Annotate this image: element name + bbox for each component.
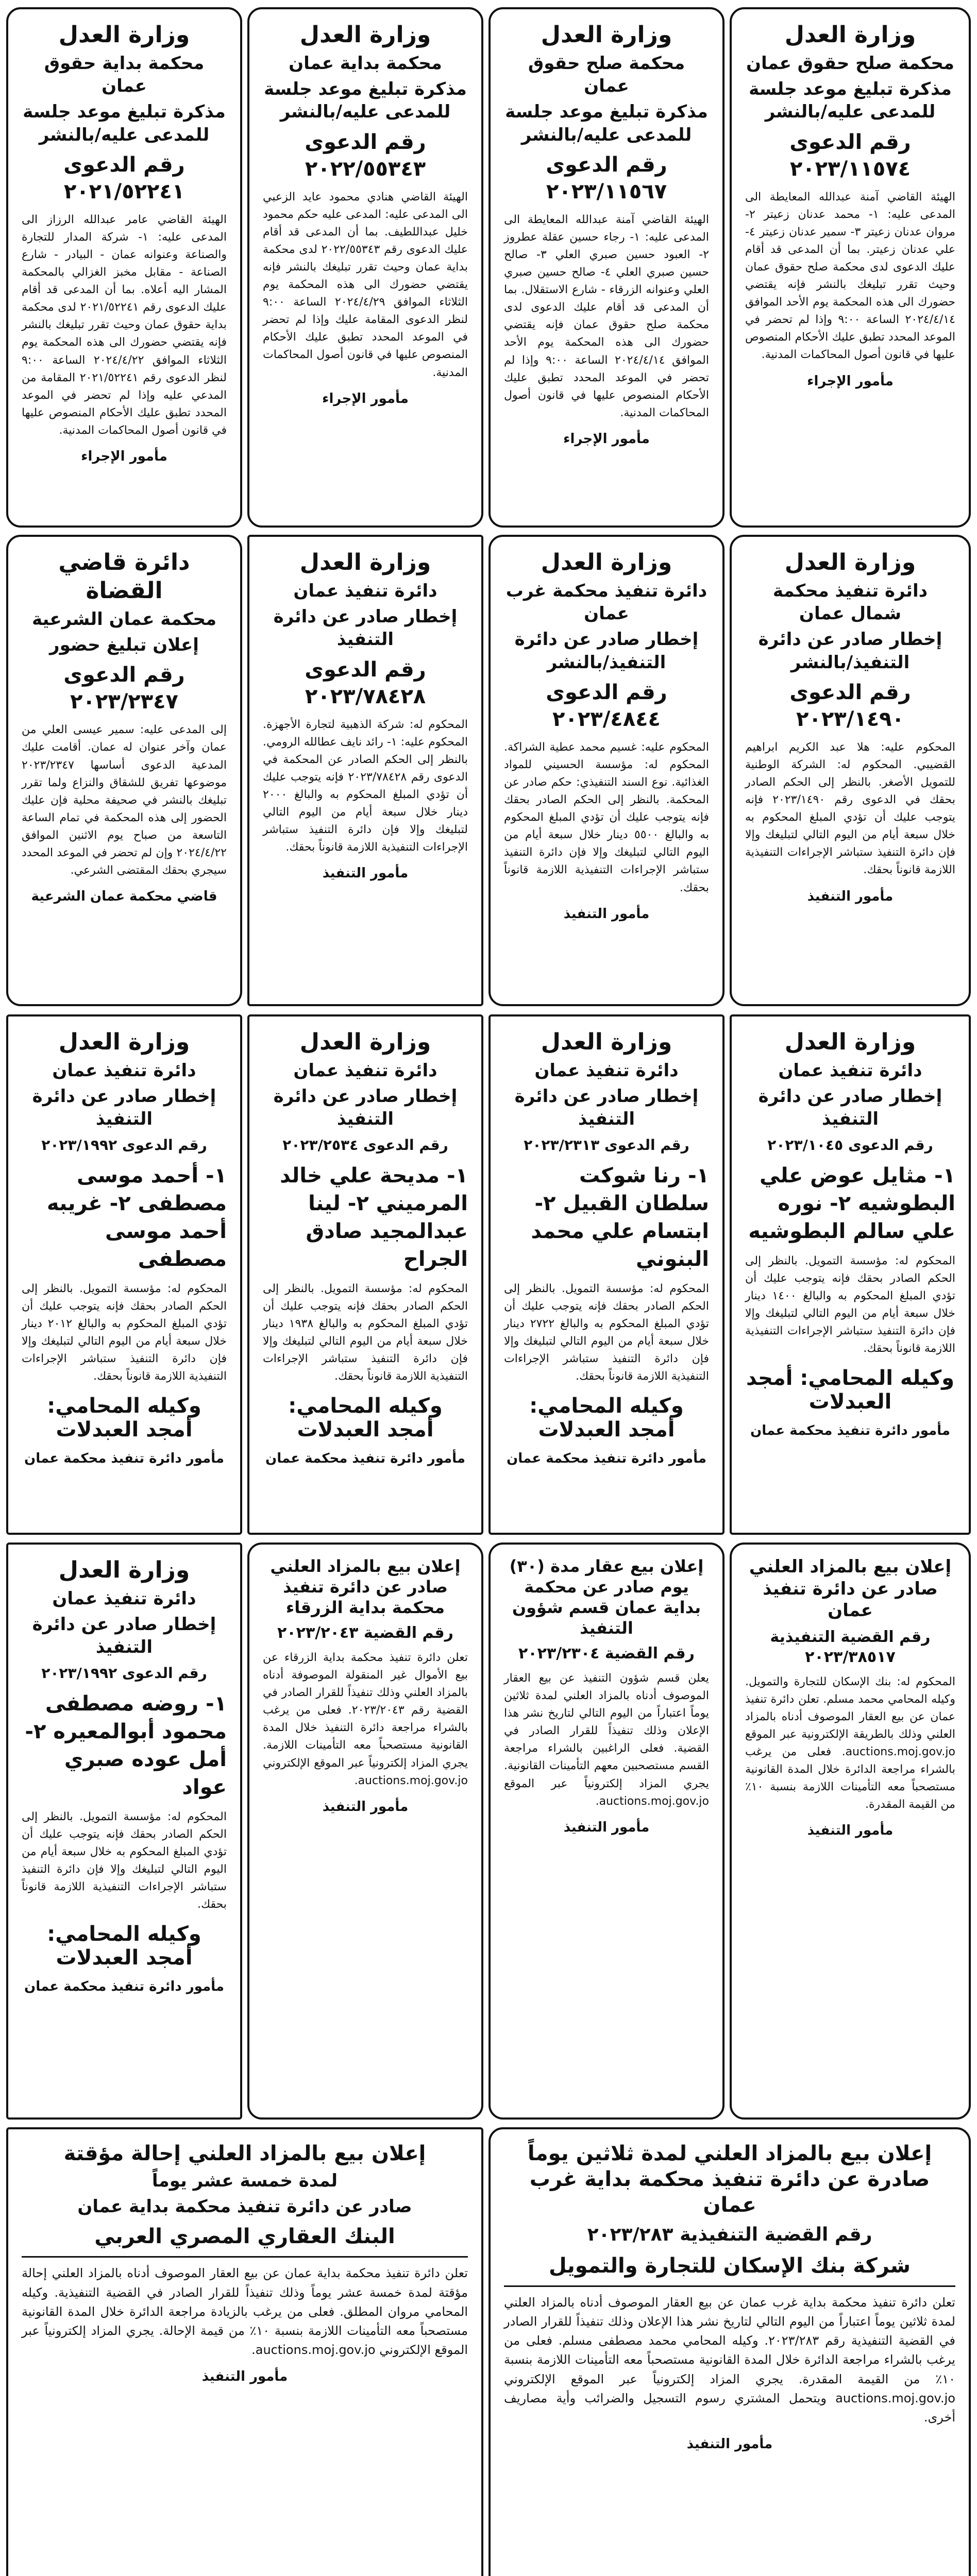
notice-court: محكمة صلح حقوق عمان <box>528 53 685 97</box>
notice-head: وزارة العدل <box>541 22 672 48</box>
notice-r1-c3 <box>247 7 483 528</box>
notice-body: الهيئة القاضي هنادي محمود عايد الزعبي الى المدعى عليه: المدعى عليه حكم محمود خليل عبداللطيف. بما أن المدعى قد أقام عليك الدعوى رقم ٢٠٢٢/٥٥٣٤٣ لدى محكمة بداية عمان وحيث تقرر تبليغك بالنشر فإنه يقتضي حضورك الى هذه المحكمة يوم الثلاثاء الموافق ٢٠٢٤/٤/٢٩ الساعة ٩:٠٠ لنظر الدعوى المقامة عليك وإذا لم تحضر في الموعد المحدد تطبق عليك الأحكام المنصوص عليها في قانون أصول المحاكمات المدنية. <box>263 190 468 379</box>
notice-signature: مأمور التنفيذ <box>563 906 650 922</box>
notice-r3-c1 <box>730 1014 971 1535</box>
notice-court: محكمة بداية عمان <box>289 53 442 74</box>
notice-case-no: رقم القضية التنفيذية ٢٠٢٣/٢٨٣ <box>587 2224 872 2245</box>
notice-body: الهيئة القاضي آمنة عبدالله المعايطة الى المدعى عليه: ١- محمد عدنان زعيتر ٢- مروان عدنان زعيتر ٣- سمير عدنان زعيتر ٤- علي عدنان زعيتر. بما أن المدعى قد أقام عليك الدعوى لدى محكمة صلح حقوق عمان وحيث تقرر تبليغك بالنشر فإنه يقتضي حضورك الى هذه المحكمة يوم الأحد الموافق ٢٠٢٤/٤/١٤ الساعة ٩:٠٠ وإذا لم تحضر في الموعد المحدد تطبق عليك الأحكام المنصوص عليها في قانون أصول المحاكمات المدنية. <box>745 190 955 362</box>
notice-body: يعلن قسم شؤون التنفيذ عن بيع العقار الموصوف أدناه بالمزاد العلني لمدة ثلاثين يوماً اعتباراً من اليوم التالي لتاريخ نشر هذا الإعلان وذلك تنفيذاً للقرار الصادر في القضية. فعلى الراغبين بالشراء مراجعة القسم مستصحبين معهم التأمينات القانونية. يجري المزاد إلكترونياً عبر الموقع auctions.moj.gov.jo. <box>504 1672 709 1808</box>
notice-signature: مأمور دائرة تنفيذ محكمة عمان <box>507 1450 706 1466</box>
notice-type: إخطار صادر عن دائرة التنفيذ <box>32 1086 216 1130</box>
notice-head: وزارة العدل <box>784 1029 916 1055</box>
notice-case-no: رقم الدعوى ٢٠٢٣/١٩٩٢ <box>41 1136 207 1154</box>
notice-head: إعلان بيع عقار مدة (٣٠) يوم صادر عن محكمة بداية عمان قسم شؤون التنفيذ <box>509 1556 704 1638</box>
notice-court: دائرة تنفيذ عمان <box>293 581 437 601</box>
notice-case-no: رقم الدعوى ٢٠٢٣/١٠٤٥ <box>767 1136 933 1154</box>
notice-head: وزارة العدل <box>541 549 672 575</box>
notice-signature: مأمور التنفيذ <box>807 1823 894 1839</box>
notice-type: إخطار صادر عن دائرة التنفيذ <box>32 1614 216 1658</box>
notice-type: مذكرة تبليغ موعد جلسة للمدعى عليه/بالنشر <box>264 79 467 123</box>
notice-case-no: رقم الدعوى ٢٠٢٣/٢٥٣٤ <box>282 1136 448 1154</box>
notice-head: وزارة العدل <box>541 1029 672 1055</box>
notice-r2-c2 <box>488 535 725 1006</box>
debtor-names: ١- رنا شوكت سلطان القبيل ٢- ابتسام علي محمد البنوني <box>531 1163 709 1271</box>
notice-r4-c2 <box>488 1543 725 2120</box>
notice-case-no: رقم القضية ٢٠٢٣/٢٣٠٤ <box>518 1645 695 1663</box>
notice-body: المحكوم له: بنك الإسكان للتجارة والتمويل. وكيله المحامي محمد مسلم. تعلن دائرة تنفيذ عمان عن بيع العقار الموصوف أدناه بالمزاد العلني وذلك بالطريقة الإلكترونية عبر الموقع auctions.moj.gov.jo. فعلى من يرغب بالشراء مراجعة الدائرة خلال المدة القانونية مستصحباً معه التأمينات اللازمة بنسبة ١٠٪ من القيمة المقدرة. <box>745 1675 955 1811</box>
lawyer-name: وكيله المحامي: أمجد العبدلات <box>529 1394 684 1442</box>
notice-head: إعلان بيع بالمزاد العلني إحالة مؤقتة <box>63 2142 426 2165</box>
notice-court: دائرة تنفيذ عمان <box>52 1588 196 1609</box>
notice-signature: مأمور الإجراء <box>81 448 167 464</box>
notice-case-no: رقم الدعوى ٢٠٢٣/١٩٩٢ <box>41 1664 207 1682</box>
debtor-names: ١- مديحة علي خالد المرميني ٢- لينا عبدالمجيد صادق الجراح <box>280 1163 468 1271</box>
notice-case-no: رقم الدعوى ٢٠٢٣/١١٥٦٧ <box>546 152 667 204</box>
notice-signature: مأمور التنفيذ <box>322 1799 409 1815</box>
notice-type: إخطار صادر عن دائرة التنفيذ <box>273 1086 458 1130</box>
notice-r2-c1 <box>730 535 971 1006</box>
notice-head: وزارة العدل <box>58 1029 190 1055</box>
debtor-names: ١- روضه مصطفى محمود أبوالمعيره ٢- أمل عوده صبري عواد <box>25 1691 227 1799</box>
notice-type: إخطار صادر عن دائرة التنفيذ <box>514 1086 699 1130</box>
notice-body: المحكوم له: مؤسسة التمويل. بالنظر إلى الحكم الصادر بحقك فإنه يتوجب عليك أن تؤدي المبلغ المحكوم به والبالغ ١٩٣٨ دينار خلال سبعة أيام من اليوم التالي لتبليغك وإلا فإن دائرة التنفيذ ستباشر الإجراءات التنفيذية اللازمة قانوناً بحقك. <box>263 1282 468 1383</box>
notice-body: المحكوم له: مؤسسة التمويل. بالنظر إلى الحكم الصادر بحقك فإنه يتوجب عليك أن تؤدي المبلغ المحكوم به خلال سبعة أيام من اليوم التالي لتبليغك وإلا فإن دائرة التنفيذ ستباشر الإجراءات التنفيذية اللازمة قانوناً بحقك. <box>22 1810 227 1911</box>
newspaper-page <box>6 7 971 2576</box>
lawyer-name: وكيله المحامي: أمجد العبدلات <box>288 1394 443 1442</box>
notice-court: دائرة تنفيذ عمان <box>52 1060 196 1081</box>
notice-r1-c2 <box>488 7 725 528</box>
notice-body: إلى المدعى عليه: سمير عيسى العلي من عمان وآخر عنوان له عمان. أقامت عليك المدعية الدعوى أساسها ٢٠٢٣/٢٣٤٧ موضوعها تفريق للشقاق والنزاع ولما تقرر تبليغك بالنشر في صحيفة محلية فإن عليك الحضور إلى هذه المحكمة في تمام الساعة التاسعة من صباح يوم الاثنين الموافق ٢٠٢٤/٤/٢٢ وإن لم تحضر في الموعد المحدد سيجري بحقك المقتضى الشرعي. <box>22 723 227 877</box>
notice-head: دائرة قاضي القضاة <box>58 549 190 604</box>
notice-court: دائرة تنفيذ محكمة غرب عمان <box>506 581 708 624</box>
notice-type: مذكرة تبليغ موعد جلسة للمدعى عليه/بالنشر <box>749 79 952 123</box>
notice-case-no: رقم القضية التنفيذية ٢٠٢٣/٣٨٥١٧ <box>770 1628 931 1666</box>
notice-case-no: رقم الدعوى ٢٠٢٣/٢٣١٣ <box>524 1136 689 1154</box>
notice-case-no: رقم الدعوى ٢٠٢٣/١١٥٧٤ <box>789 130 911 181</box>
notice-case-no: رقم الدعوى ٢٠٢٣/٧٨٤٢٨ <box>305 657 426 708</box>
notice-signature: مأمور التنفيذ <box>201 2369 288 2385</box>
notice-head: إعلان بيع بالمزاد العلني صادر عن دائرة تنفيذ عمان <box>749 1556 952 1621</box>
debtor-names: ١- أحمد موسى مصطفى ٢- غريبه أحمد موسى مصطفى <box>46 1163 227 1271</box>
notice-case-no: رقم الدعوى ٢٠٢١/٥٢٢٤١ <box>63 152 185 204</box>
notice-body: تعلن دائرة تنفيذ محكمة بداية عمان عن بيع العقار الموصوف أدناه بالمزاد العلني إحالة مؤقتة لمدة خمسة عشر يوماً وذلك تنفيذاً للقرار الصادر في القضية التنفيذية. وكيله المحامي مروان المطلق. فعلى من يرغب بالزيادة مراجعة الدائرة خلال المدة القانونية مستصحباً معه التأمينات اللازمة بنسبة ١٠٪ من قيمة الإحالة. يجري المزاد إلكترونياً عبر الموقع الإلكتروني auctions.moj.gov.jo. <box>22 2266 468 2358</box>
notice-type: مذكرة تبليغ موعد جلسة للمدعى عليه/بالنشر <box>23 101 226 145</box>
notice-body: تعلن دائرة تنفيذ محكمة بداية غرب عمان عن بيع العقار الموصوف أدناه بالمزاد العلني لمدة ثلاثين يوماً اعتباراً من اليوم التالي لتاريخ نشر هذا الإعلان وذلك تنفيذاً للقرار الصادر في القضية التنفيذية رقم ٢٠٢٣/٢٨٣. وكيله المحامي محمد مصطفى مسلم. فعلى من يرغب بالشراء مراجعة الدائرة خلال المدة القانونية مستصحباً معه التأمينات اللازمة بنسبة ١٠٪ من القيمة المقدرة. يجري المزاد إلكترونياً عبر الموقع الإلكتروني auctions.moj.gov.jo ويتحمل المشتري رسوم التسجيل والضرائب وأية مصاريف أخرى. <box>504 2295 955 2425</box>
notice-head: وزارة العدل <box>784 22 916 48</box>
notice-type: إخطار صادر عن دائرة التنفيذ/بالنشر <box>514 629 699 673</box>
notice-court: محكمة بداية حقوق عمان <box>44 53 205 97</box>
notice-r3-c4 <box>6 1014 242 1535</box>
notice-head: وزارة العدل <box>58 1557 190 1583</box>
lawyer-name: وكيله المحامي: أمجد العبدلات <box>47 1394 201 1442</box>
divider <box>22 2256 468 2258</box>
notice-head: وزارة العدل <box>784 549 916 575</box>
notice-type: إخطار صادر عن دائرة التنفيذ <box>758 1086 942 1130</box>
notice-r4-c1 <box>730 1543 971 2120</box>
notice-r1-c1 <box>730 7 971 528</box>
notice-case-no: رقم الدعوى ٢٠٢٣/١٤٩٠ <box>789 680 911 731</box>
notice-period: لمدة خمسة عشر يوماً <box>151 2171 338 2191</box>
debtor-names: ١- مثايل عوض علي البطوشيه ٢- نوره علي سالم البطوشيه <box>748 1163 955 1243</box>
notice-signature: مأمور الإجراء <box>322 391 409 406</box>
notice-body: المحكوم عليه: غسيم محمد عطية الشراكة. المحكوم له: مؤسسة الحسيني للمواد الغذائية. نوع السند التنفيذي: حكم صادر عن المحكمة. بالنظر إلى الحكم الصادر بحقك فإنه يتوجب عليك أن تؤدي المبلغ المحكوم به والبالغ ٥٥٠٠ دينار خلال سبعة أيام من اليوم التالي لتبليغك وإلا فإن دائرة التنفيذ ستباشر الإجراءات التنفيذية اللازمة قانوناً بحقك. <box>504 740 709 894</box>
notice-case-no: رقم الدعوى ٢٠٢٢/٥٥٣٤٣ <box>305 130 426 181</box>
notice-r5-c1 <box>488 2127 971 2576</box>
notice-body: الهيئة القاضي عامر عبدالله الرزاز الى المدعى عليه: ١- شركة المدار للتجارة والصناعة وعنوانه عمان - البيادر - شارع الصناعة - مقابل مخبز الغزالي بالمحكمة المشار اليه أعلاه. بما أن المدعى قد أقام عليك الدعوى رقم ٢٠٢١/٥٢٢٤١ لدى محكمة بداية حقوق عمان وحيث تقرر تبليغك بالنشر فإنه يقتضي حضورك الى هذه المحكمة يوم الثلاثاء الموافق ٢٠٢٤/٤/٢٢ الساعة ٩:٠٠ لنظر الدعوى رقم ٢٠٢١/٥٢٢٤١ المقامة من المدعي عليه وإذا لم تحضر في الموعد المحدد تطبق عليك الأحكام المنصوص عليها في قانون أصول المحاكمات المدنية. <box>22 213 227 437</box>
notice-r2-c4 <box>6 535 242 1006</box>
notice-court: محكمة صلح حقوق عمان <box>746 53 954 74</box>
notice-signature: مأمور الإجراء <box>563 431 650 447</box>
notice-body: المحكوم عليه: هلا عبد الكريم ابراهيم القضيبي. المحكوم له: الشركة الوطنية للتمويل الأصغر. بالنظر إلى الحكم الصادر بحقك في الدعوى رقم ٢٠٢٣/١٤٩٠ فإنه يتوجب عليك أن تؤدي المبلغ المحكوم به خلال سبعة أيام من اليوم التالي لتبليغك وإلا فإن دائرة التنفيذ ستباشر الإجراءات التنفيذية اللازمة قانوناً بحقك. <box>745 740 955 877</box>
notice-court: دائرة تنفيذ عمان <box>534 1060 679 1081</box>
lawyer-name: وكيله المحامي: أمجد العبدلات <box>746 1366 954 1414</box>
notice-head: وزارة العدل <box>299 549 431 575</box>
notice-court: دائرة تنفيذ عمان <box>778 1060 922 1081</box>
notice-case-no: رقم الدعوى ٢٠٢٣/٤٨٤٤ <box>546 680 667 731</box>
notice-r4-c4 <box>6 1543 242 2120</box>
notice-signature: مأمور التنفيذ <box>686 2436 773 2452</box>
notice-type: مذكرة تبليغ موعد جلسة للمدعى عليه/بالنشر <box>505 101 708 145</box>
notice-signature: مأمور التنفيذ <box>807 888 894 904</box>
notice-court: دائرة تنفيذ عمان <box>293 1060 437 1081</box>
divider <box>504 2285 955 2287</box>
notice-r4-c3 <box>247 1543 483 2120</box>
notice-head: وزارة العدل <box>299 22 431 48</box>
notice-head: وزارة العدل <box>58 22 190 48</box>
lawyer-name: وكيله المحامي: أمجد العبدلات <box>47 1922 201 1970</box>
notice-case-no: رقم الدعوى ٢٠٢٣/٢٣٤٧ <box>63 663 185 714</box>
notice-head: إعلان بيع بالمزاد العلني لمدة ثلاثين يوماً صادرة عن دائرة تنفيذ محكمة بداية غرب عمان <box>527 2142 932 2217</box>
notice-signature: مأمور دائرة تنفيذ محكمة عمان <box>24 1450 224 1466</box>
notice-body: الهيئة القاضي آمنة عبدالله المعايطة الى المدعى عليه: ١- رجاء حسين عقلة عطروز ٢- العبود حسين صبري العلي ٣- صالح حسين صبري العلي ٤- صالح حسين صبري العلي وعنوانه الزرقاء - شارع الاستقلال. بما أن المدعى قد أقام عليك الدعوى لدى محكمة صلح حقوق عمان فإنه يقتضي حضورك الى هذه المحكمة يوم الأحد الموافق ٢٠٢٤/٤/١٤ الساعة ٩:٠٠ وإذا لم تحضر في الموعد المحدد تطبق عليك الأحكام المنصوص عليها في قانون أصول المحاكمات المدنية. <box>504 213 709 419</box>
notice-signature: مأمور التنفيذ <box>563 1819 650 1835</box>
notice-head: إعلان بيع بالمزاد العلني صادر عن دائرة تنفيذ محكمة بداية الزرقاء <box>270 1556 461 1617</box>
notice-signature: قاضي محكمة عمان الشرعية <box>31 889 217 905</box>
notice-body: المحكوم له: مؤسسة التمويل. بالنظر إلى الحكم الصادر بحقك فإنه يتوجب عليك أن تؤدي المبلغ المحكوم به والبالغ ١٤٠٠ دينار خلال سبعة أيام من اليوم التالي لتبليغك وإلا فإن دائرة التنفيذ ستباشر الإجراءات التنفيذية اللازمة قانوناً بحقك. <box>745 1254 955 1355</box>
notice-r2-c3 <box>247 535 483 1006</box>
notice-type: إعلان تبليغ حضور <box>49 635 199 656</box>
notice-r5-c2 <box>6 2127 483 2576</box>
notice-body: المحكوم له: شركة الذهبية لتجارة الأجهزة. المحكوم عليه: ١- رائد نايف عطالله الرومي. بالنظر إلى الحكم الصادر عن المحكمة في الدعوى رقم ٢٠٢٣/٧٨٤٢٨ فإنه يتوجب عليك أن تؤدي المبلغ المحكوم به والبالغ ٢٠٠٠ دينار خلال سبعة أيام من اليوم التالي لتبليغك وإلا فإن دائرة التنفيذ ستباشر الإجراءات التنفيذية اللازمة قانوناً بحقك. <box>263 718 468 854</box>
creditor-name: البنك العقاري المصري العربي <box>94 2225 395 2249</box>
notice-body: تعلن دائرة تنفيذ محكمة بداية الزرقاء عن بيع الأموال غير المنقولة الموصوفة أدناه بالمزاد العلني وذلك تنفيذاً للقرار الصادر في القضية رقم ٢٠٢٣/٢٠٤٣. فعلى من يرغب بالشراء مراجعة دائرة التنفيذ خلال المدة القانونية مستصحباً معه التأمينات اللازمة. يجري المزاد إلكترونياً عبر الموقع الإلكتروني auctions.moj.gov.jo. <box>263 1651 468 1787</box>
notice-r3-c2 <box>488 1014 725 1535</box>
notice-court: صادر عن دائرة تنفيذ محكمة بداية عمان <box>77 2196 412 2217</box>
notice-signature: مأمور دائرة تنفيذ محكمة عمان <box>24 1978 224 1994</box>
notice-signature: مأمور دائرة تنفيذ محكمة عمان <box>750 1422 950 1438</box>
notice-signature: مأمور التنفيذ <box>322 866 409 882</box>
notice-r3-c3 <box>247 1014 483 1535</box>
notice-signature: مأمور الإجراء <box>807 373 894 389</box>
notice-court: محكمة عمان الشرعية <box>31 609 217 630</box>
creditor-name: شركة بنك الإسكان للتجارة والتمويل <box>549 2253 911 2278</box>
notice-type: إخطار صادر عن دائرة التنفيذ/بالنشر <box>758 629 942 673</box>
notice-head: وزارة العدل <box>299 1029 431 1055</box>
notice-body: المحكوم له: مؤسسة التمويل. بالنظر إلى الحكم الصادر بحقك فإنه يتوجب عليك أن تؤدي المبلغ المحكوم به والبالغ ٢٠١٢ دينار خلال سبعة أيام من اليوم التالي لتبليغك وإلا فإن دائرة التنفيذ ستباشر الإجراءات التنفيذية اللازمة قانوناً بحقك. <box>22 1282 227 1383</box>
notice-type: إخطار صادر عن دائرة التنفيذ <box>273 606 458 650</box>
notice-case-no: رقم القضية ٢٠٢٣/٢٠٤٣ <box>277 1624 453 1642</box>
notice-signature: مأمور دائرة تنفيذ محكمة عمان <box>265 1450 465 1466</box>
notice-court: دائرة تنفيذ محكمة شمال عمان <box>772 581 928 624</box>
notice-body: المحكوم له: مؤسسة التمويل. بالنظر إلى الحكم الصادر بحقك فإنه يتوجب عليك أن تؤدي المبلغ المحكوم به والبالغ ٢٧٢٢ دينار خلال سبعة أيام من اليوم التالي لتبليغك وإلا فإن دائرة التنفيذ ستباشر الإجراءات التنفيذية اللازمة قانوناً بحقك. <box>504 1282 709 1383</box>
notice-r1-c4 <box>6 7 242 528</box>
